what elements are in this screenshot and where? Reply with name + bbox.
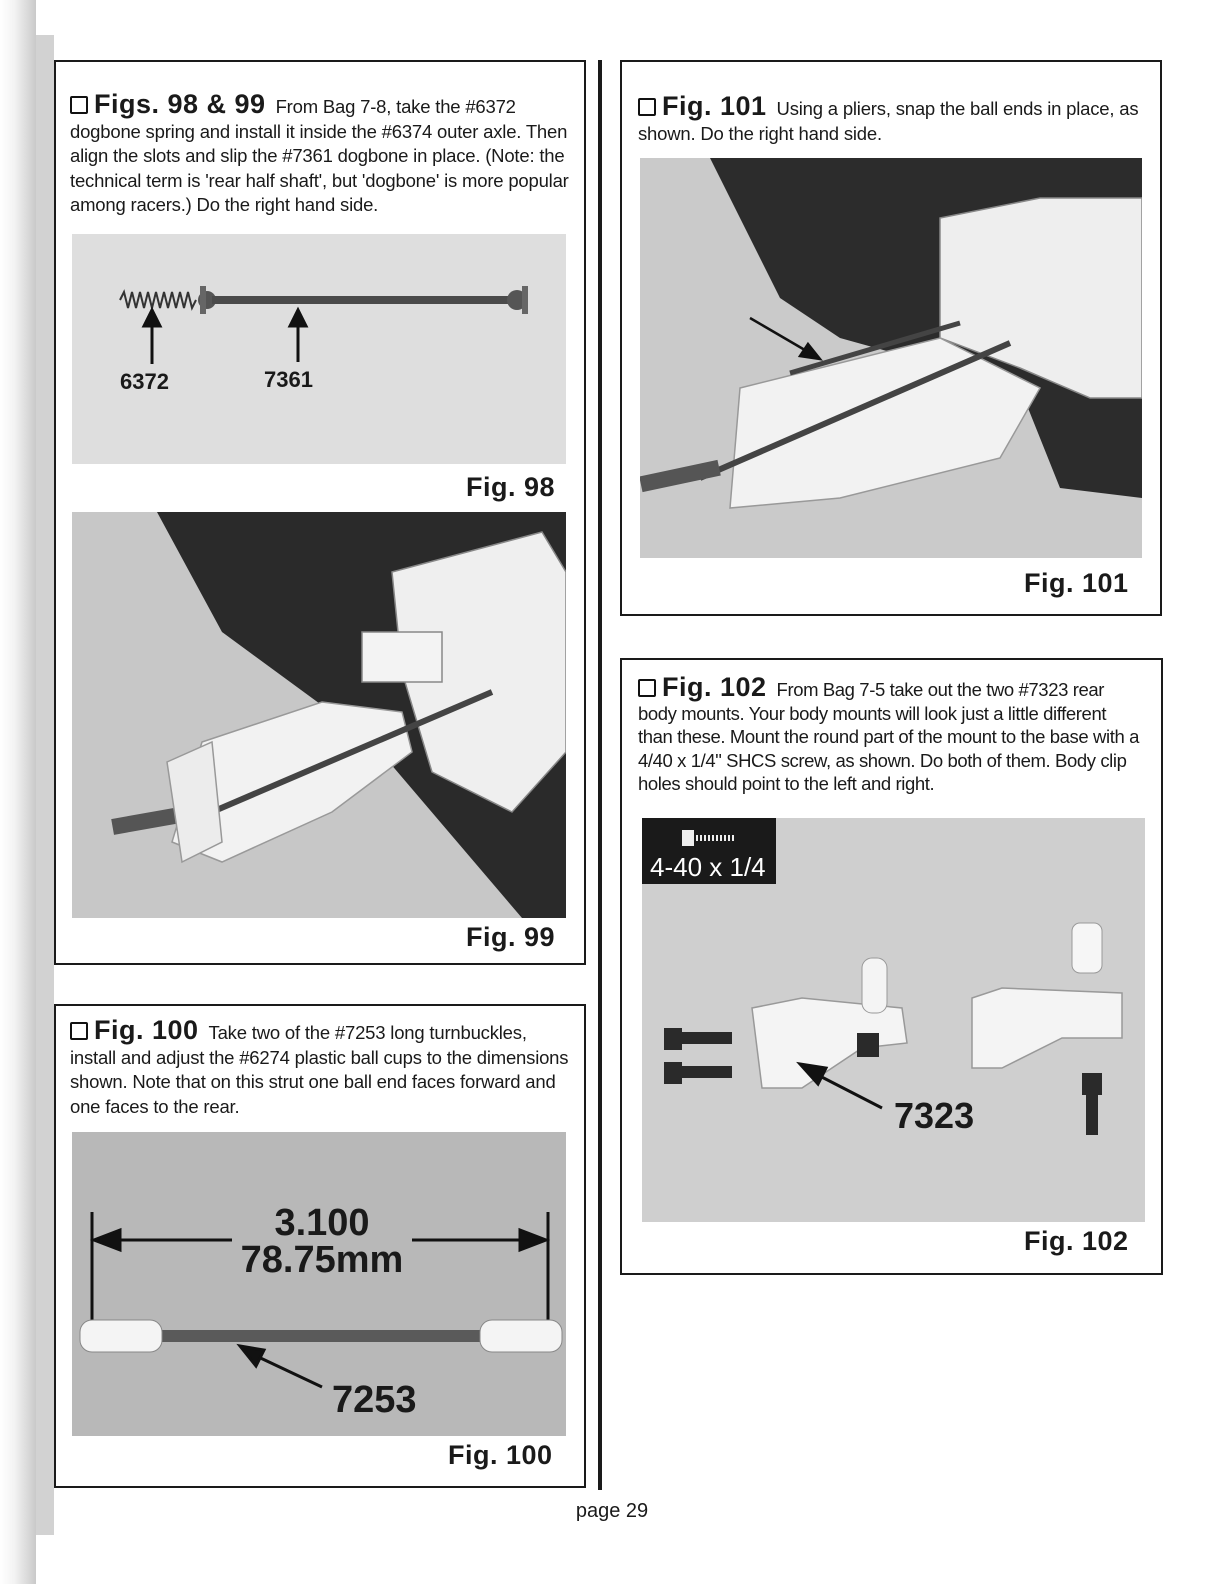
section-fig100 [54,1004,586,1488]
section-fig102 [620,658,1163,1275]
checkbox-icon[interactable] [70,96,88,114]
caption-fig99: Fig. 99 [466,922,556,952]
text-fig100: Take two of the #7253 long turnbuckles, install and adjust the #6274 plastic ball cups to the dimensions shown. Note that on this strut one ball end faces forward and one faces to the rear. [70,1022,569,1117]
label-7323: 7323 [894,1095,975,1136]
section-fig101 [620,60,1162,616]
caption-fig102: Fig. 102 [1024,1226,1129,1256]
text-fig98-99: From Bag 7-8, take the #6372 dogbone spring and install it inside the #6374 outer axle. Then align the slots and slip the #7361 dogbone in place. (Note: the technical term is 'rear half shaft', but 'dogbone' is more popular among racers.) Do the right hand side. [70,96,569,215]
photo-fig100 [72,1132,566,1436]
heading-fig100: Fig. 100 [94,1015,199,1045]
dimension-inches: 3.100 [274,1202,370,1244]
label-7361: 7361 [264,367,313,392]
scan-edge [0,0,36,1584]
instructions-fig101 [638,91,1148,146]
label-6372: 6372 [120,369,169,394]
page-number: page 29 [575,1500,649,1522]
screw-icon [682,830,694,846]
section-fig98-99 [54,60,586,965]
text-fig101: Using a pliers, snap the ball ends in place, as shown. Do the right hand side. [638,98,1139,144]
scan-shadow [36,35,54,1535]
dimension-mm: 78.75mm [240,1239,404,1281]
instructions-fig102 [638,672,1144,796]
instructions-fig98-99 [70,89,570,218]
photo-fig99 [72,512,566,918]
caption-fig101: Fig. 101 [1024,568,1129,598]
checkbox-icon[interactable] [638,98,656,116]
heading-fig101: Fig. 101 [662,91,767,121]
heading-fig102: Fig. 102 [662,672,767,702]
caption-fig98: Fig. 98 [466,472,556,502]
checkbox-icon[interactable] [70,1022,88,1040]
photo-fig102 [642,818,1145,1222]
column-divider [598,60,602,1490]
instructions-fig100 [70,1015,570,1119]
label-7253: 7253 [332,1379,417,1421]
checkbox-icon[interactable] [638,679,656,697]
heading-fig98-99: Figs. 98 & 99 [94,89,266,119]
screw-size-label: 4-40 x 1/4 [650,852,766,882]
photo-fig98 [72,234,566,464]
caption-fig100: Fig. 100 [448,1440,553,1470]
text-fig102: From Bag 7-5 take out the two #7323 rear body mounts. Your body mounts will look just a little different than these. Mount the round part of the mount to the base with a 4/40 x 1/4" SHCS screw, as shown. Do both of them. Body clip holes should point to the left and right. [638,679,1139,794]
photo-fig101 [640,158,1142,558]
